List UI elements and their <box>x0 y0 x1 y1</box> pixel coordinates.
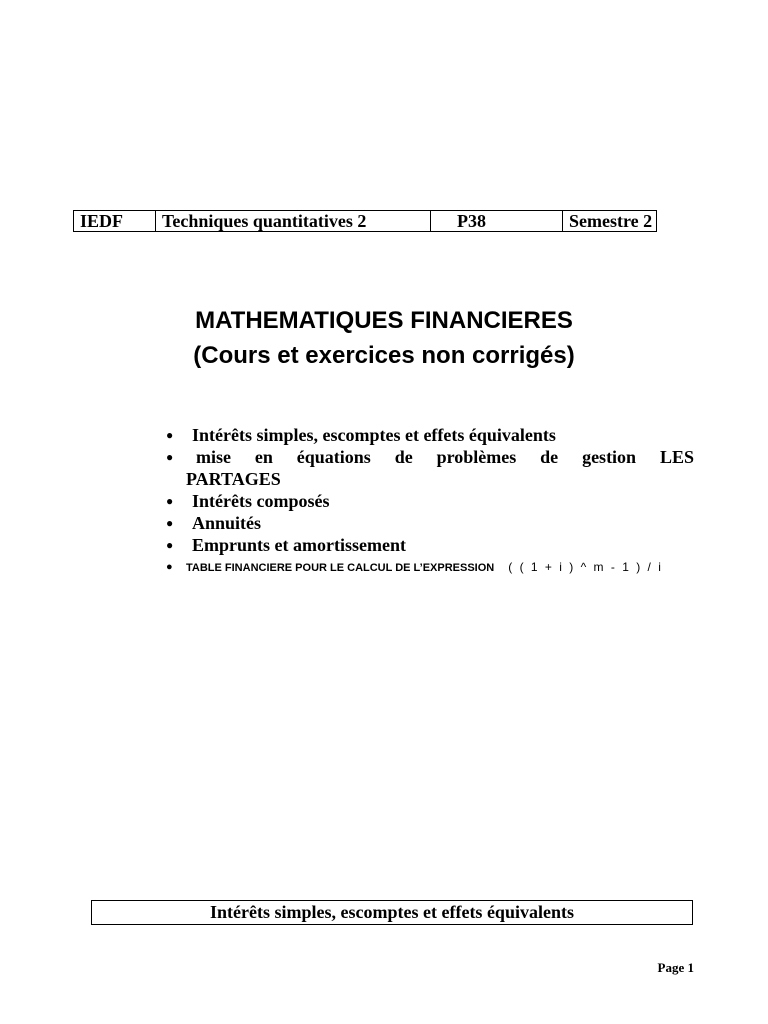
section-heading-box: Intérêts simples, escomptes et effets équivalents <box>91 900 693 925</box>
course-header-row <box>74 211 657 232</box>
topic-item <box>164 534 694 556</box>
document-title: MATHEMATIQUES FINANCIERES <box>195 307 573 334</box>
topic-item <box>164 446 694 490</box>
topic-label-continuation: PARTAGES <box>186 469 281 489</box>
course-header-table <box>73 210 657 232</box>
formula-expression: ( ( 1 + i ) ^ m - 1 ) / i <box>508 560 663 574</box>
topic-label: Emprunts et amortissement <box>192 535 406 555</box>
course-name-cell: Techniques quantitatives 2 <box>156 211 431 232</box>
topic-label: Annuités <box>192 513 262 533</box>
topic-item <box>164 490 694 512</box>
course-code-cell: P38 <box>431 211 563 232</box>
bullet-icon: ● <box>166 561 173 573</box>
page-number: Page 1 <box>657 960 694 975</box>
topic-item <box>164 424 694 446</box>
document-subtitle: (Cours et exercices non corrigés) <box>193 342 575 369</box>
topic-item <box>164 512 694 534</box>
bullet-icon: ● <box>166 494 174 508</box>
bullet-icon: ● <box>166 428 174 442</box>
semester-cell: Semestre 2 <box>563 211 657 232</box>
institution-cell: IEDF <box>74 211 156 232</box>
bullet-icon: ● <box>166 450 174 464</box>
bullet-icon: ● <box>166 538 174 552</box>
topic-label: Intérêts simples, escomptes et effets équivalents <box>192 425 556 445</box>
bullet-icon: ● <box>166 516 174 530</box>
topics-list <box>164 424 694 579</box>
topic-item <box>164 556 694 579</box>
topic-label: mise en équations de problèmes de gestion LES <box>196 447 694 467</box>
topic-label: Intérêts composés <box>192 491 330 511</box>
topic-label: TABLE FINANCIERE POUR LE CALCUL DE L’EXPRESSION <box>186 562 495 574</box>
